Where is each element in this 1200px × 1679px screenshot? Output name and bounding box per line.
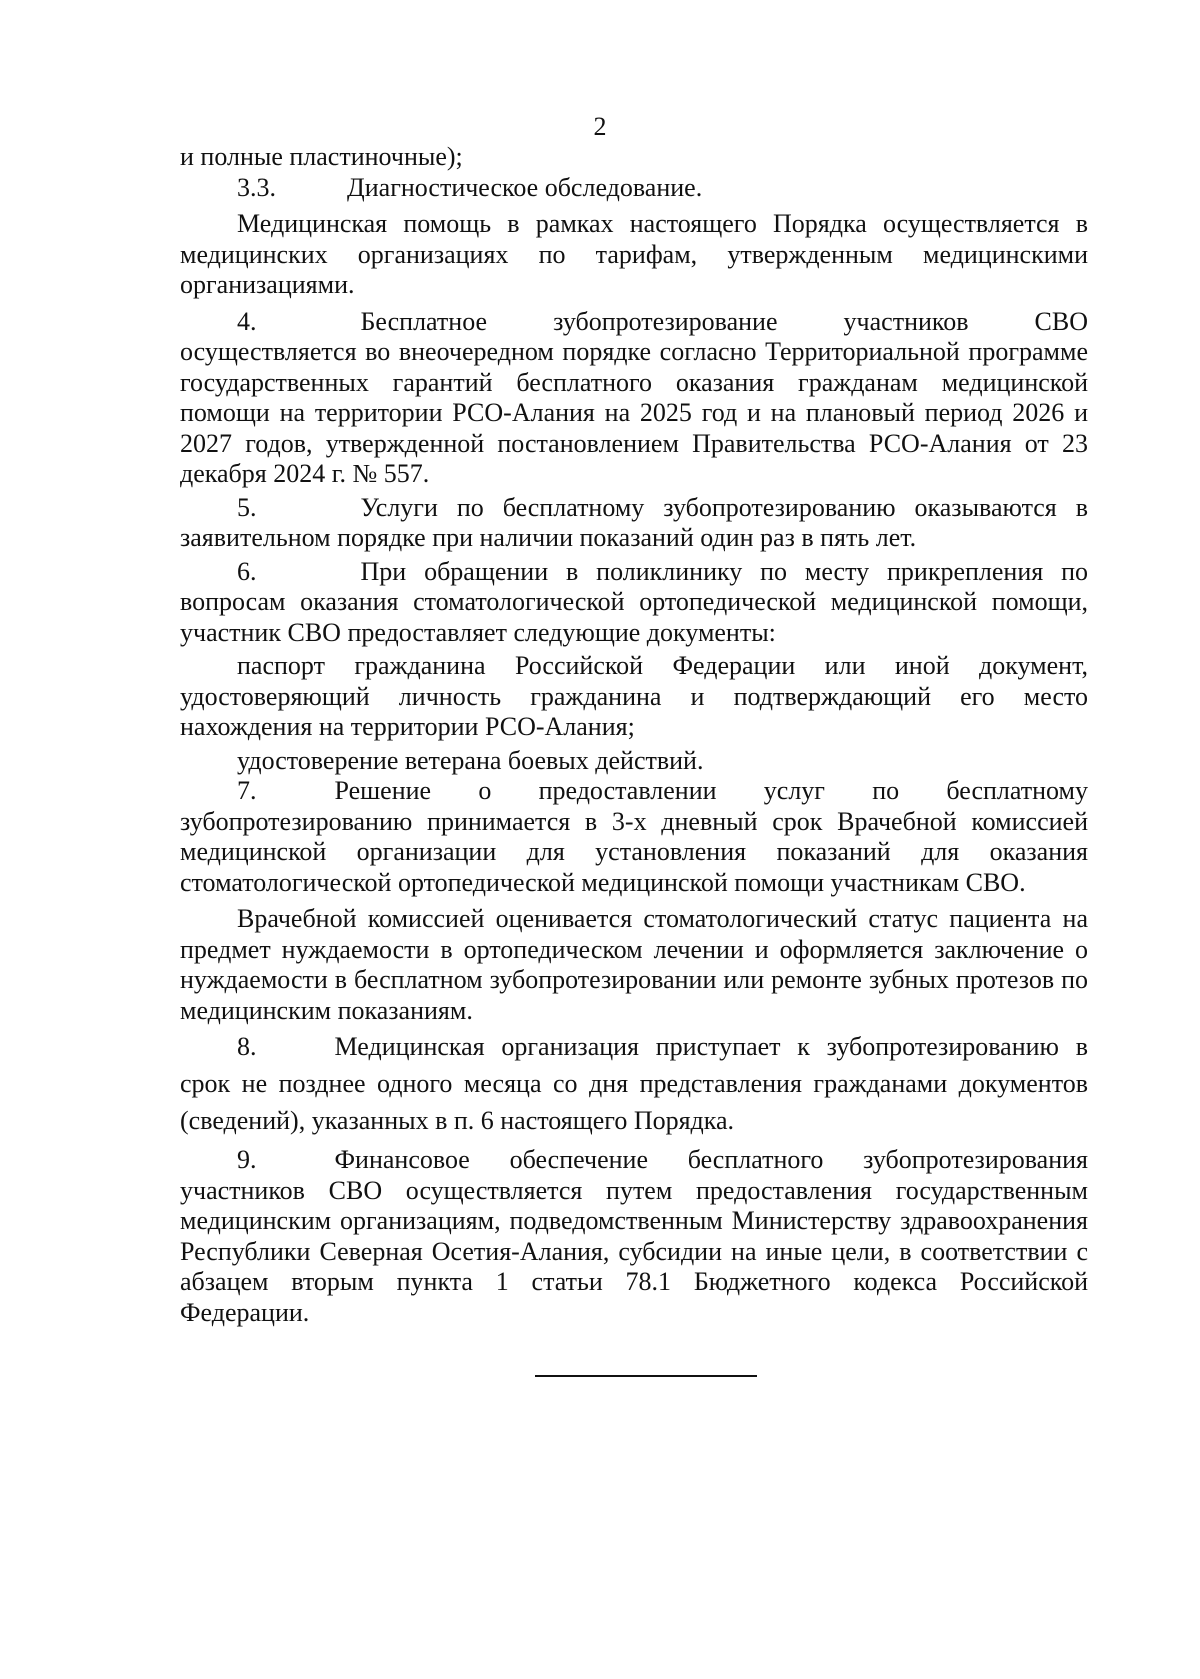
item-3-3 — [180, 173, 1088, 204]
item-3-3-text: Диагностическое обследование. — [347, 172, 703, 202]
paragraph-item-9: 9. Финансовое обеспечение бесплатного зубопротезирования участников СВО осуществляется путем предоставления государственным медицинским организациям, подведомственным Министерству здравоохранения Республики Северная Осетия-Алания, субсидии на иные цели, в соответствии с абзацем вторым пункта 1 статьи 78.1 Бюджетного кодекса Российской Федерации. — [180, 1145, 1088, 1327]
paragraph-continuation: и полные пластиночные); — [180, 142, 463, 171]
item-3-3-number: 3.3. — [237, 172, 276, 202]
paragraph-passport: паспорт гражданина Российской Федерации или иной документ, удостоверяющий личность гражданина и подтверждающий его место нахождения на территории РСО-Алания; — [180, 651, 1088, 741]
document-body — [180, 142, 1088, 1328]
paragraph-item-6: 6. При обращении в поликлинику по месту прикрепления по вопросам оказания стоматологической ортопедической медицинской помощи, участник СВО предоставляет следующие документы: — [180, 556, 1088, 647]
paragraph-medical-commission: Врачебной комиссией оценивается стоматологический статус пациента на предмет нуждаемости в ортопедическом лечении и оформляется заключение о нуждаемости в бесплатном зубопротезировании или ремонте зубных протезов по медицинским показаниям. — [180, 904, 1088, 1025]
page-number: 2 — [593, 112, 607, 141]
paragraph-veteran-certificate: удостоверение ветерана боевых действий. — [237, 745, 704, 775]
paragraph-medical-help: Медицинская помощь в рамках настоящего Порядка осуществляется в медицинских организациях по тарифам, утвержденным медицинскими организациями. — [180, 209, 1088, 299]
closing-separator-line — [535, 1375, 757, 1377]
paragraph-item-4: 4. Бесплатное зубопротезирование участников СВО осуществляется во внеочередном порядке согласно Территориальной программе государственных гарантий бесплатного оказания гражданам медицинской помощи на территории РСО-Алания на 2025 год и на плановый период 2026 и 2027 годов, утвержденной постановлением Правительства РСО-Алания от 23 декабря 2024 г. № 557. — [180, 306, 1088, 488]
paragraph-item-7: 7. Решение о предоставлении услуг по бесплатному зубопротезированию принимается в 3-х дневный срок Врачебной комиссией медицинской организации для установления показаний для оказания стоматологической ортопедической медицинской помощи участникам СВО. — [180, 776, 1088, 897]
paragraph-item-5: 5. Услуги по бесплатному зубопротезированию оказываются в заявительном порядке при наличии показаний один раз в пять лет. — [180, 492, 1088, 552]
paragraph-item-8: 8. Медицинская организация приступает к зубопротезированию в срок не позднее одного месяца со дня представления гражданами документов (сведений), указанных в п. 6 настоящего Порядка. — [180, 1032, 1088, 1135]
